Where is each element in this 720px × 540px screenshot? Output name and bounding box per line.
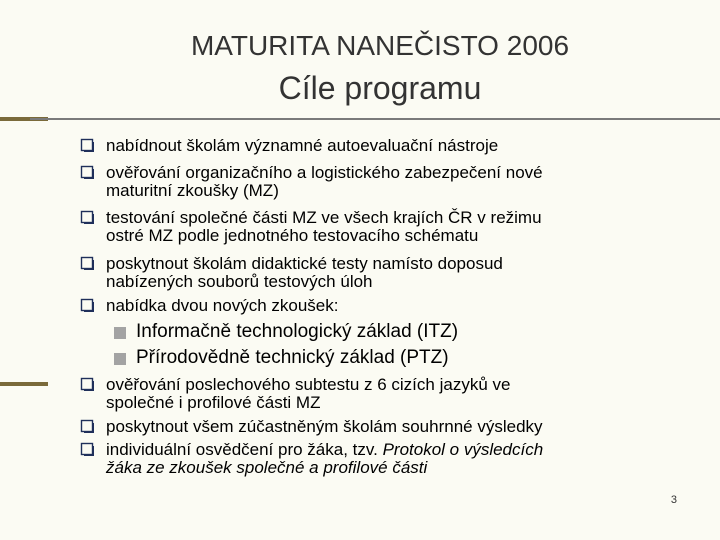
checkbox-bullet-icon (80, 298, 95, 313)
checkbox-bullet-icon (80, 377, 95, 392)
checkbox-bullet-icon (80, 256, 95, 271)
bullet-text-line: poskytnout všem zúčastněným školám souhrnné výsledky (106, 417, 543, 436)
section-accent-mark (0, 382, 48, 386)
square-bullet-icon (114, 327, 126, 339)
checkbox-bullet-icon (80, 419, 95, 434)
checkbox-bullet-icon (80, 165, 95, 180)
bullet-text-line: poskytnout školám didaktické testy namísto doposud (106, 254, 503, 273)
bullet-text-line: maturitní zkoušky (MZ) (106, 181, 279, 200)
checkbox-bullet-icon (80, 138, 95, 153)
bullet-text-line: společné i profilové části MZ (106, 393, 321, 412)
checkbox-bullet-icon (80, 210, 95, 225)
bullet-text-line: ostré MZ podle jednotného testovacího schématu (106, 226, 479, 245)
checkbox-bullet-icon (80, 442, 95, 457)
sub-bullet-text: Informačně technologický základ (ITZ) (136, 321, 459, 342)
bullet-text-line: ověřování organizačního a logistického zabezpečení nové (106, 163, 543, 182)
sub-bullet-text: Přírodovědně technický základ (PTZ) (136, 347, 449, 368)
page-number: 3 (670, 494, 677, 506)
title-line-1: MATURITA NANEČISTO 2006 (190, 30, 570, 61)
title-underline (30, 118, 720, 120)
bullet-text-plain: individuální osvědčení pro žáka, tzv. (106, 440, 383, 459)
bullet-text-line: nabízených souborů testových úloh (106, 272, 373, 291)
title-line-2: Cíle programu (278, 70, 482, 106)
bullet-text-italic: Protokol o výsledcích (382, 440, 544, 459)
bullet-text-line: ověřování poslechového subtestu z 6 cizích jazyků ve (106, 375, 511, 394)
bullet-text-line (106, 441, 696, 459)
square-bullet-icon (114, 353, 126, 365)
bullet-text-line: žáka ze zkoušek společné a profilové části (106, 458, 428, 477)
bullet-text-line: nabídka dvou nových zkoušek: (106, 296, 339, 315)
bullet-text-line: nabídnout školám významné autoevaluační nástroje (106, 136, 499, 155)
bullet-text-line: testování společné části MZ ve všech krajích ČR v režimu (106, 208, 542, 227)
